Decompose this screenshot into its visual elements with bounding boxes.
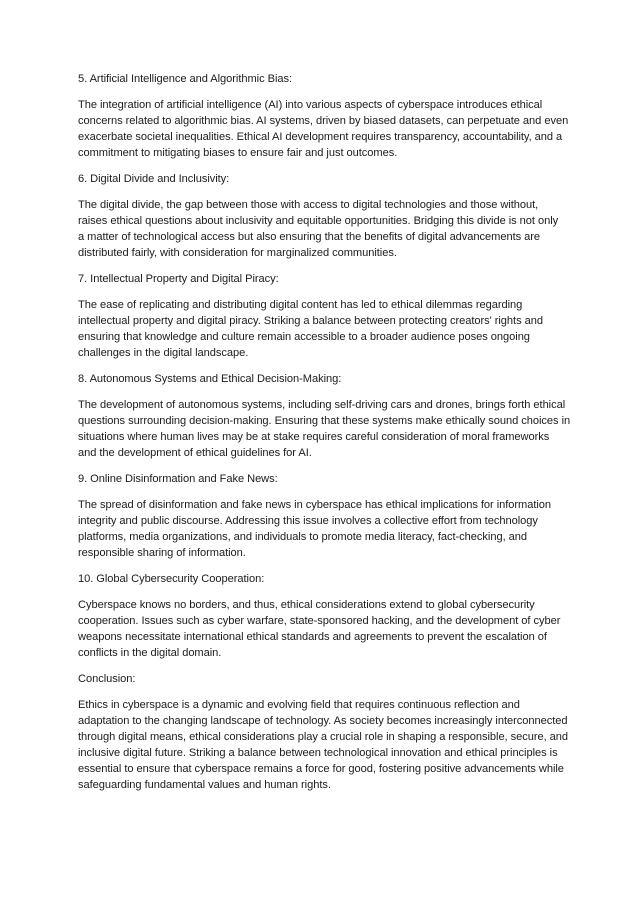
section-heading: 8. Autonomous Systems and Ethical Decision-Making: <box>78 373 342 385</box>
section-paragraph <box>78 397 571 461</box>
section-digital-divide <box>78 171 562 261</box>
section-disinformation <box>78 471 562 561</box>
paragraph-line: The development of autonomous systems, including self-driving cars and drones, brings forth ethical <box>78 399 566 411</box>
paragraph-line: distributed fairly, with consideration for marginalized communities. <box>78 247 397 259</box>
paragraph-line: The digital divide, the gap between those with access to digital technologies and those without, <box>78 199 539 211</box>
section-heading: 7. Intellectual Property and Digital Piracy: <box>78 273 279 285</box>
paragraph-line: intellectual property and digital piracy. Striking a balance between protecting creators' rights and <box>78 315 543 327</box>
paragraph-line: safeguarding fundamental values and human rights. <box>78 779 331 791</box>
paragraph-line: weapons necessitate international ethical standards and agreements to prevent the escalation of <box>78 631 547 643</box>
paragraph-line: Ethics in cyberspace is a dynamic and evolving field that requires continuous reflection and <box>78 699 520 711</box>
paragraph-line: concerns related to algorithmic bias. AI systems, driven by biased datasets, can perpetuate and even <box>78 115 569 127</box>
section-paragraph <box>78 97 569 161</box>
paragraph-line: conflicts in the digital domain. <box>78 647 222 659</box>
paragraph-line: commitment to mitigating biases to ensure fair and just outcomes. <box>78 147 398 159</box>
section-paragraph <box>78 597 562 661</box>
paragraph-line: responsible sharing of information. <box>78 547 246 559</box>
paragraph-line: exacerbate societal inequalities. Ethical AI development requires transparency, accountability, and a <box>78 131 563 143</box>
section-global-cooperation <box>78 571 562 661</box>
section-paragraph <box>78 297 562 361</box>
paragraph-line: The integration of artificial intelligence (AI) into various aspects of cyberspace introduces ethical <box>78 99 543 111</box>
section-heading: Conclusion: <box>78 673 136 685</box>
paragraph-line: questions surrounding decision-making. Ensuring that these systems make ethically sound choices in <box>78 415 571 427</box>
section-autonomous-systems <box>78 371 571 461</box>
paragraph-line: The spread of disinformation and fake news in cyberspace has ethical implications for information <box>78 499 552 511</box>
document-body <box>78 71 571 803</box>
section-heading: 9. Online Disinformation and Fake News: <box>78 473 278 485</box>
paragraph-line: Cyberspace knows no borders, and thus, ethical considerations extend to global cybersecurity <box>78 599 535 611</box>
paragraph-line: inclusive digital future. Striking a balance between technological innovation and ethical principles is <box>78 747 558 759</box>
section-heading: 5. Artificial Intelligence and Algorithmic Bias: <box>78 73 293 85</box>
paragraph-line: platforms, media organizations, and individuals to promote media literacy, fact-checking, and <box>78 531 527 543</box>
paragraph-line: a matter of technological access but also ensuring that the benefits of digital advancements are <box>78 231 541 243</box>
section-paragraph <box>78 497 562 561</box>
paragraph-line: cooperation. Issues such as cyber warfare, state-sponsored hacking, and the development of cyber <box>78 615 561 627</box>
section-ai-bias <box>78 71 569 161</box>
paragraph-line: challenges in the digital landscape. <box>78 347 249 359</box>
section-intellectual-property <box>78 271 562 361</box>
section-conclusion <box>78 671 569 793</box>
paragraph-line: and the development of ethical guidelines for AI. <box>78 447 312 459</box>
section-paragraph <box>78 697 569 793</box>
paragraph-line: integrity and public discourse. Addressing this issue involves a collective effort from technology <box>78 515 538 527</box>
paragraph-line: situations where human lives may be at stake requires careful consideration of moral frameworks <box>78 431 550 443</box>
section-heading: 10. Global Cybersecurity Cooperation: <box>78 573 265 585</box>
section-heading: 6. Digital Divide and Inclusivity: <box>78 173 230 185</box>
paragraph-line: raises ethical questions about inclusivity and equitable opportunities. Bridging this divide is not only <box>78 215 559 227</box>
paragraph-line: essential to ensure that cyberspace remains a force for good, fostering positive advancements while <box>78 763 564 775</box>
paragraph-line: The ease of replicating and distributing digital content has led to ethical dilemmas regarding <box>78 299 523 311</box>
paragraph-line: through digital means, ethical considerations play a crucial role in shaping a responsible, secure, and <box>78 731 569 743</box>
paragraph-line: ensuring that knowledge and culture remain accessible to a broader audience poses ongoing <box>78 331 530 343</box>
section-paragraph <box>78 197 562 261</box>
paragraph-line: adaptation to the changing landscape of technology. As society becomes increasingly interconnected <box>78 715 568 727</box>
